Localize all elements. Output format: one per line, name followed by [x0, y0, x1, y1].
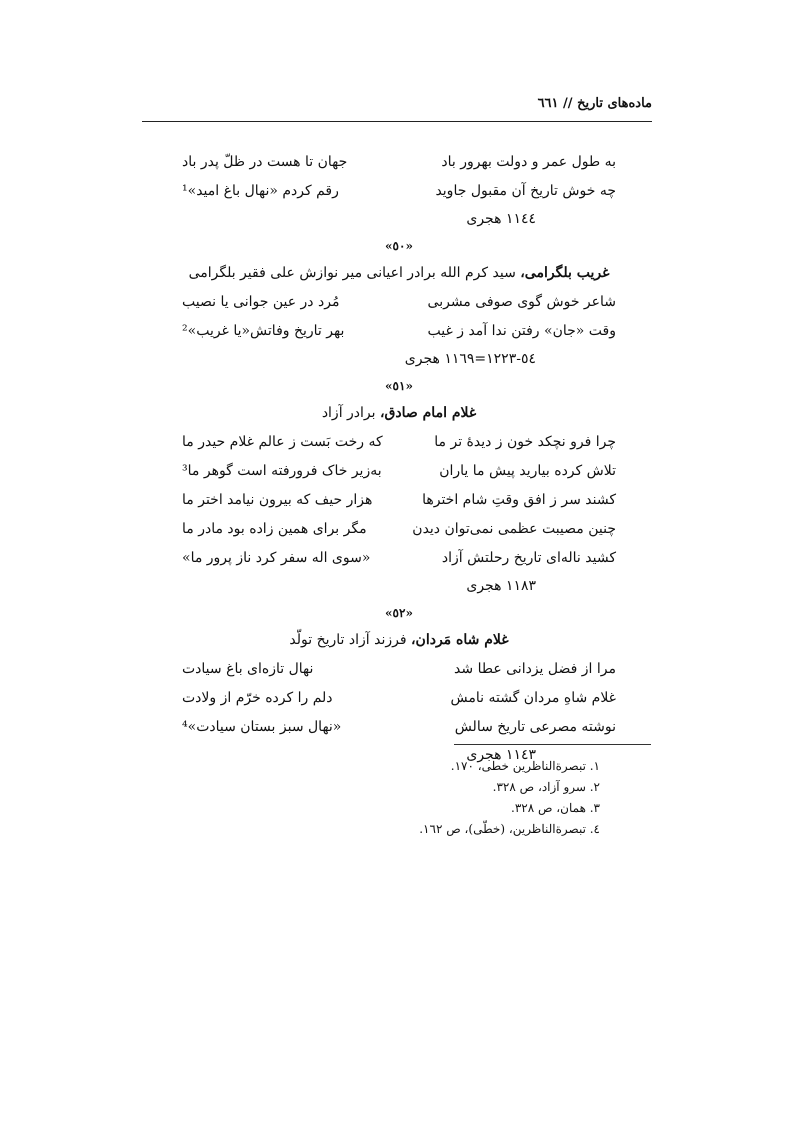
- hemistich-second: مگر برای همین زاده بود مادر ما: [182, 520, 367, 537]
- couplet: [182, 543, 616, 572]
- couplet: [182, 176, 616, 205]
- section-continuation: [182, 147, 616, 233]
- entry-name: غلام امام صادق،: [380, 405, 477, 421]
- hemistich-first: وقت «جان» رفتن ندا آمد ز غیب: [427, 322, 616, 339]
- hemistich-first: غلام شاهِ مردان گشته نامش: [450, 689, 616, 706]
- footnotes: [400, 756, 600, 840]
- entry-name: غلام شاه مَردان،: [411, 632, 509, 648]
- section-51: [182, 373, 616, 600]
- date-line: ١١٨٣ هجری: [466, 578, 536, 594]
- couplet: [182, 654, 616, 683]
- date-line: ١١٤٣ هجری: [466, 747, 536, 763]
- date-line: ٥٤-١٢٢٣=١١٦٩ هجری: [404, 351, 536, 367]
- hemistich-second: مُرد در عین جوانی یا نصیب: [182, 293, 340, 310]
- hemistich-first: چنین مصیبت عظمی نمی‌توان دیدن: [412, 520, 616, 537]
- hemistich-second: دلم را کرده خرّم از ولادت: [182, 689, 333, 706]
- hemistich-first: کشید ناله‌ای تاریخ رحلتش آزاد: [441, 549, 616, 566]
- footnote-rule: [454, 744, 651, 745]
- footnote: ١. تبصرةالناظرین خطی، ١٧٠.: [450, 759, 600, 773]
- footnote: ٢. سرو آزاد، ص ٣٢٨.: [492, 780, 600, 794]
- entry-heading: [182, 626, 616, 654]
- couplet: [182, 456, 616, 485]
- couplet: [182, 147, 616, 176]
- entry-number: «٥٢»: [385, 606, 413, 620]
- hemistich-second: «نهال سبز بستان سیادت»⁴: [182, 718, 342, 735]
- hemistich-first: تلاش کرده بیارید پیش ما یاران: [439, 462, 616, 479]
- couplet: [182, 514, 616, 543]
- hemistich-first: نوشته مصرعی تاریخ سالش: [454, 718, 616, 735]
- hemistich-second: «سوی اله سفر کرد ناز پرور ما»: [182, 549, 371, 566]
- entry-number: «٥١»: [385, 379, 413, 393]
- hemistich-second: هزار حیف که بیرون نیامد اختر ما: [182, 491, 373, 508]
- couplet: [182, 712, 616, 741]
- entry-description: فرزند آزاد تاریخ تولّد: [289, 632, 412, 648]
- hemistich-second: بهر تاریخ وفاتش«یا غریب»²: [182, 322, 345, 339]
- running-header: ماده‌های تاریخ // ٦٦١: [537, 96, 652, 111]
- footnote: ٣. همان، ص ٣٢٨.: [511, 801, 600, 815]
- hemistich-first: کشند سر ز افق وقتِ شام اخترها: [422, 491, 616, 508]
- entry-description: سید کرم الله برادر اعیانی میر نوازش علی فقیر بلگرامی: [188, 265, 521, 281]
- hemistich-first: مرا از فضل یزدانی عطا شد: [454, 660, 616, 677]
- hemistich-second: رقم کردم «نهال باغ امید»¹: [182, 182, 339, 199]
- main-content: [182, 147, 616, 769]
- couplet: [182, 316, 616, 345]
- entry-number: «٥٠»: [385, 239, 413, 253]
- entry-name: غریب بلگرامی،: [520, 265, 610, 281]
- entry-heading: [182, 259, 616, 287]
- header-rule: [142, 121, 652, 122]
- hemistich-first: چه خوش تاریخ آن مقبول جاوید: [435, 182, 616, 199]
- couplet: [182, 485, 616, 514]
- date-line: ١١٤٤ هجری: [466, 211, 536, 227]
- hemistich-first: شاعر خوش گوی صوفی مشربی: [427, 293, 616, 310]
- couplet: [182, 287, 616, 316]
- couplet: [182, 427, 616, 456]
- hemistich-second: که رخت بَست ز عالم غلام حیدر ما: [182, 433, 383, 450]
- hemistich-second: جهان تا هست در ظلّ پدر باد: [182, 153, 348, 170]
- hemistich-second: به‌زیر خاک فرورفته است گوهر ما³: [182, 462, 382, 479]
- hemistich-first: به طول عمر و دولت بهرور باد: [441, 153, 616, 170]
- entry-description: برادر آزاد: [321, 405, 380, 421]
- entry-heading: [182, 399, 616, 427]
- hemistich-second: نهال تازه‌ای باغ سیادت: [182, 660, 314, 677]
- section-50: [182, 233, 616, 373]
- hemistich-first: چرا فرو نچکد خون ز دیدهٔ تر ما: [434, 433, 616, 450]
- footnote: ٤. تبصرةالناظرین، (خطّی)، ص ١٦٢.: [419, 822, 600, 836]
- couplet: [182, 683, 616, 712]
